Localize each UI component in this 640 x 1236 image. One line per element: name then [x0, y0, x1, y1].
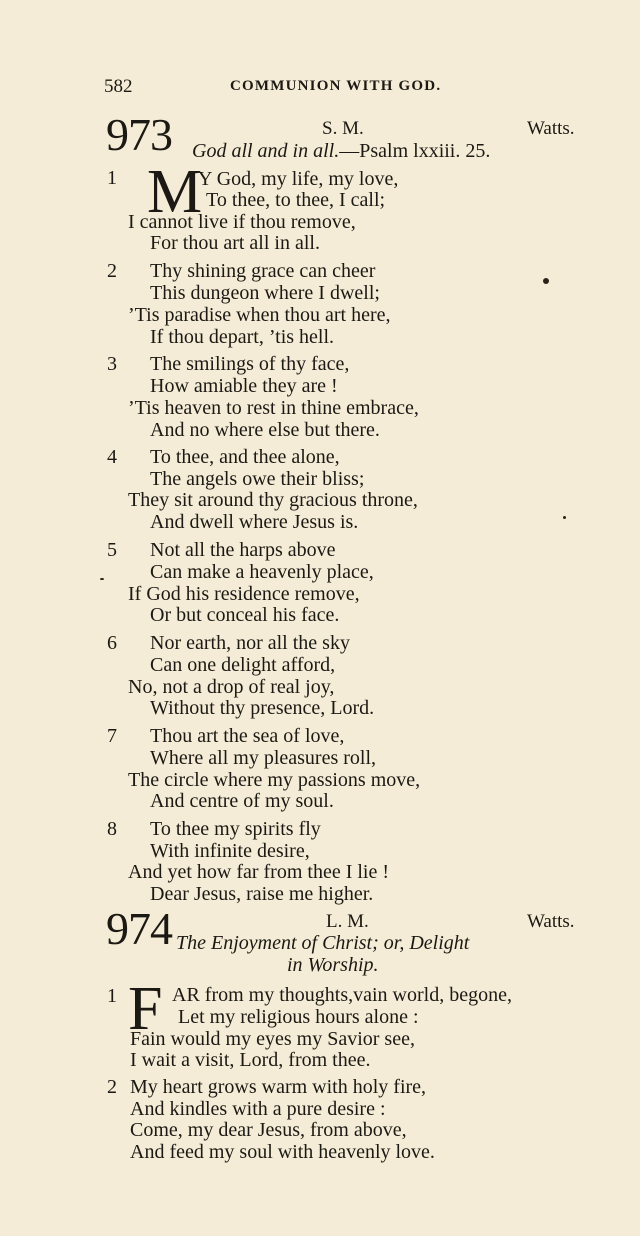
verse-line: To thee, and thee alone,: [150, 446, 340, 468]
verse-line: Let my religious hours alone :: [178, 1006, 419, 1028]
verse-line: And dwell where Jesus is.: [150, 511, 359, 533]
verse-line: Where all my pleasures roll,: [150, 747, 377, 769]
hymn-author: Watts.: [527, 911, 575, 932]
verse-line: How amiable they are !: [150, 375, 338, 397]
verse-number: 2: [107, 1076, 117, 1098]
verse-line: Without thy presence, Lord.: [150, 697, 375, 719]
verse-line: And centre of my soul.: [150, 790, 334, 812]
verse-line: With infinite desire,: [150, 840, 310, 862]
verse-line: Thou art the sea of love,: [150, 725, 345, 747]
verse-line: I cannot live if thou remove,: [128, 211, 356, 233]
hymn-subtitle-title: in Worship.: [287, 954, 379, 976]
verse-number: 1: [107, 985, 117, 1007]
verse-line: For thou art all in all.: [150, 232, 320, 254]
verse-line: To thee my spirits fly: [150, 818, 321, 840]
verse-line: To thee, to thee, I call;: [206, 189, 386, 211]
hymn-number: 973: [106, 109, 172, 160]
verse-line: Thy shining grace can cheer: [150, 260, 376, 282]
verse-line: The smilings of thy face,: [150, 353, 350, 375]
verse-line: Come, my dear Jesus, from above,: [130, 1119, 407, 1141]
drop-capital: M: [147, 158, 203, 226]
verse-number: 1: [107, 167, 117, 189]
verse-line: Or but conceal his face.: [150, 604, 340, 626]
verse-number: 3: [107, 353, 117, 375]
hymn-meter: L. M.: [326, 911, 369, 932]
verse-line: The angels owe their bliss;: [150, 468, 365, 490]
verse-number: 8: [107, 818, 117, 840]
verse-line: I wait a visit, Lord, from thee.: [130, 1049, 371, 1071]
verse-line: And feed my soul with heavenly love.: [130, 1141, 435, 1163]
hymn-meter: S. M.: [322, 118, 364, 139]
verse-line: Nor earth, nor all the sky: [150, 632, 350, 654]
verse-line: Can make a heavenly place,: [150, 561, 374, 583]
verse-line: Not all the harps above: [150, 539, 336, 561]
hymn-subtitle-title: The Enjoyment of Christ; or, Delight: [176, 932, 470, 954]
verse-line: And no where else but there.: [150, 419, 380, 441]
verse-number: 2: [107, 260, 117, 282]
hymn-subtitle-continued: [287, 954, 379, 977]
verse-line: AR from my thoughts,vain world, begone,: [172, 984, 512, 1006]
verse-line: Fain would my eyes my Savior see,: [130, 1028, 415, 1050]
hymn-subtitle-title: God all and in all.: [192, 140, 340, 162]
verse-line: Y God, my life, my love,: [198, 168, 399, 190]
verse-line: And kindles with a pure desire :: [130, 1098, 386, 1120]
ink-speck: [100, 578, 104, 580]
hymn-subtitle: [192, 140, 490, 163]
verse-line: If God his residence remove,: [128, 583, 360, 605]
running-title: COMMUNION WITH GOD.: [230, 78, 442, 94]
verse-line: This dungeon where I dwell;: [150, 282, 380, 304]
verse-line: If thou depart, ’tis hell.: [150, 326, 335, 348]
verse-line: The circle where my passions move,: [128, 769, 421, 791]
verse-line: Dear Jesus, raise me higher.: [150, 883, 374, 905]
hymn-number: 974: [106, 903, 172, 954]
verse-line: They sit around thy gracious throne,: [128, 489, 418, 511]
verse-line: Can one delight afford,: [150, 654, 336, 676]
page-number: 582: [104, 76, 133, 97]
verse-line: No, not a drop of real joy,: [128, 676, 335, 698]
hymn-subtitle: [176, 932, 469, 955]
ink-speck: [563, 516, 566, 519]
hymn-author: Watts.: [527, 118, 575, 139]
verse-line: And yet how far from thee I lie !: [128, 861, 390, 883]
ink-speck: [543, 278, 549, 284]
verse-line: ’Tis heaven to rest in thine embrace,: [128, 397, 419, 419]
verse-number: 4: [107, 446, 117, 468]
verse-number: 5: [107, 539, 117, 561]
verse-number: 7: [107, 725, 117, 747]
drop-capital: F: [128, 975, 163, 1043]
verse-number: 6: [107, 632, 117, 654]
verse-line: ’Tis paradise when thou art here,: [128, 304, 391, 326]
hymn-subtitle-reference: —Psalm lxxiii. 25.: [339, 140, 491, 162]
verse-line: My heart grows warm with holy fire,: [130, 1076, 427, 1098]
